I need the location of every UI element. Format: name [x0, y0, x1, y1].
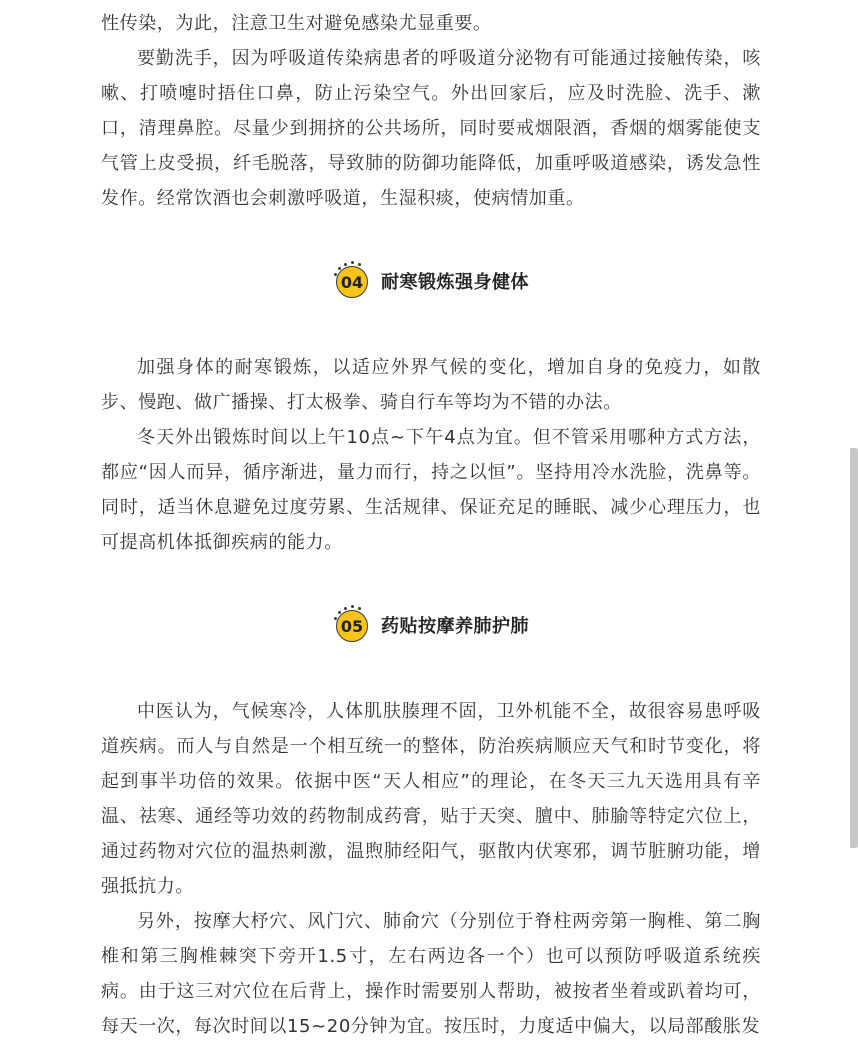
- section-title: 药贴按摩养肺护肺: [381, 616, 529, 637]
- section-number: 05: [336, 610, 368, 642]
- article-body: [101, 6, 761, 1044]
- section-number: 04: [336, 266, 368, 298]
- paragraph-tcm-plaster: 中医认为，气候寒冷，人体肌肤腠理不固，卫外机能不全，故很容易患呼吸道疾病。而人与自然是一个相互统一的整体，防治疾病顺应天气和时节变化，将起到事半功倍的效果。依据中医“天人相应”的理论，在冬天三九天选用具有辛温、祛寒、通经等功效的药物制成药膏，贴于天突、膻中、肺腧等特定穴位上，通过药物对穴位的温热刺激，温煦肺经阳气，驱散内伏寒邪，调节脏腑功能，增强抵抗力。: [101, 701, 761, 897]
- section-number-badge: [333, 605, 373, 645]
- paragraph-cold-exercise: 加强身体的耐寒锻炼，以适应外界气候的变化，增加自身的免疫力，如散步、慢跑、做广播操、打太极拳、骑自行车等均为不错的办法。: [101, 357, 761, 413]
- section-heading-05: [101, 586, 761, 664]
- paragraph-intro-tail: 性传染，为此，注意卫生对避免感染尤显重要。: [101, 13, 492, 34]
- paragraph-massage: 另外，按摩大杼穴、风门穴、肺俞穴（分别位于脊柱两旁第一胸椎、第二胸椎和第三胸椎棘突下旁开1.5寸，左右两边各一个）也可以预防呼吸道系统疾病。由于这三对穴位在后背上，操作时需要别人帮助，被按者坐着或趴着均可，每天一次，每次时间以15~20分钟为宜。按压时，力度适中偏大，以局部酸胀发: [101, 911, 761, 1037]
- paragraph-handwash: 要勤洗手，因为呼吸道传染病患者的呼吸道分泌物有可能通过接触传染，咳嗽、打喷嚏时捂住口鼻，防止污染空气。外出回家后，应及时洗脸、洗手、漱口，清理鼻腔。尽量少到拥挤的公共场所，同时要戒烟限酒，香烟的烟雾能使支气管上皮受损，纤毛脱落，导致肺的防御功能降低，加重呼吸道感染，诱发急性发作。经常饮酒也会刺激呼吸道，生湿积痰，使病情加重。: [101, 48, 761, 209]
- section-number-badge: [333, 261, 373, 301]
- scrollbar-thumb[interactable]: [850, 448, 858, 848]
- section-heading-04: [101, 242, 761, 320]
- section-title: 耐寒锻炼强身健体: [381, 272, 529, 293]
- paragraph-exercise-time: 冬天外出锻炼时间以上午10点~下午4点为宜。但不管采用哪种方式方法，都应“因人而异，循序渐进，量力而行，持之以恒”。坚持用冷水洗脸，洗鼻等。同时，适当休息避免过度劳累、生活规律、保证充足的睡眠、减少心理压力，也可提高机体抵御疾病的能力。: [101, 427, 761, 553]
